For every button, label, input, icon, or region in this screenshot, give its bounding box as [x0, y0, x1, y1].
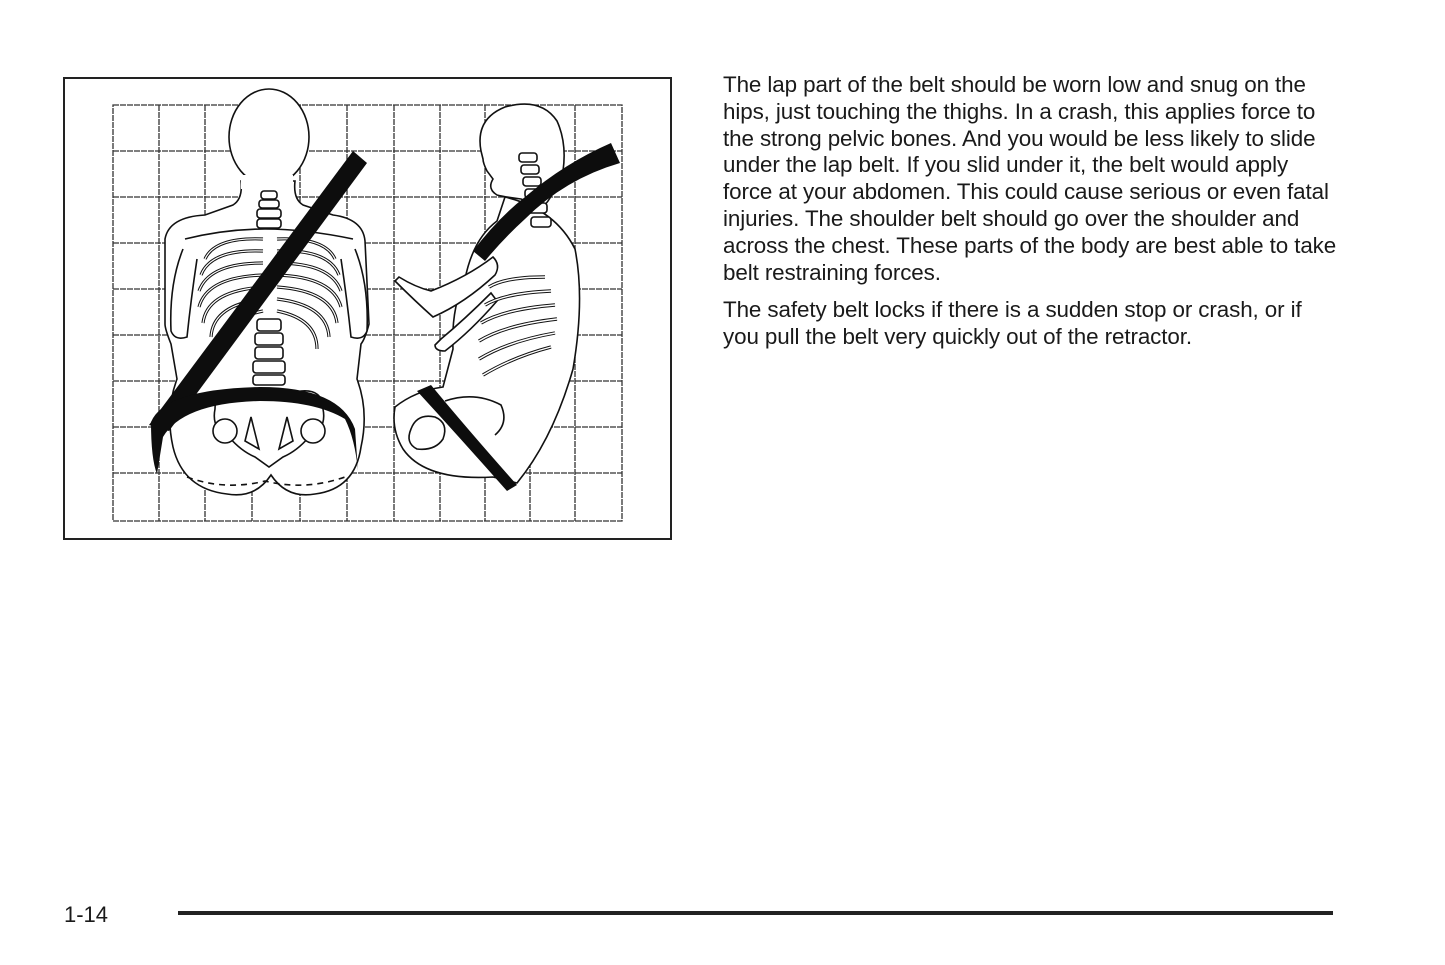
side-view-figure [394, 104, 580, 483]
body-text [723, 72, 1343, 362]
seatbelt-illustration [63, 77, 672, 540]
seatbelt-diagram [65, 79, 670, 538]
footer-rule [178, 911, 1333, 915]
page-number: 1-14 [64, 902, 109, 927]
paragraph-belt-locks: The safety belt locks if there is a sudden stop or crash, or if you pull the belt very quickly out of the retractor. [723, 297, 1302, 350]
paragraph-lap-belt: The lap part of the belt should be worn low and snug on the hips, just touching the thighs. In a crash, this applies force to the strong pelvic bones. And you would be less likely to slide under the lap belt. If you slid under it, the belt would apply force at your abdomen. This could cause serious or even fatal injuries. The shoulder belt should go over the shoulder and across the chest. These parts of the body are best able to take belt restraining forces. [723, 72, 1337, 285]
